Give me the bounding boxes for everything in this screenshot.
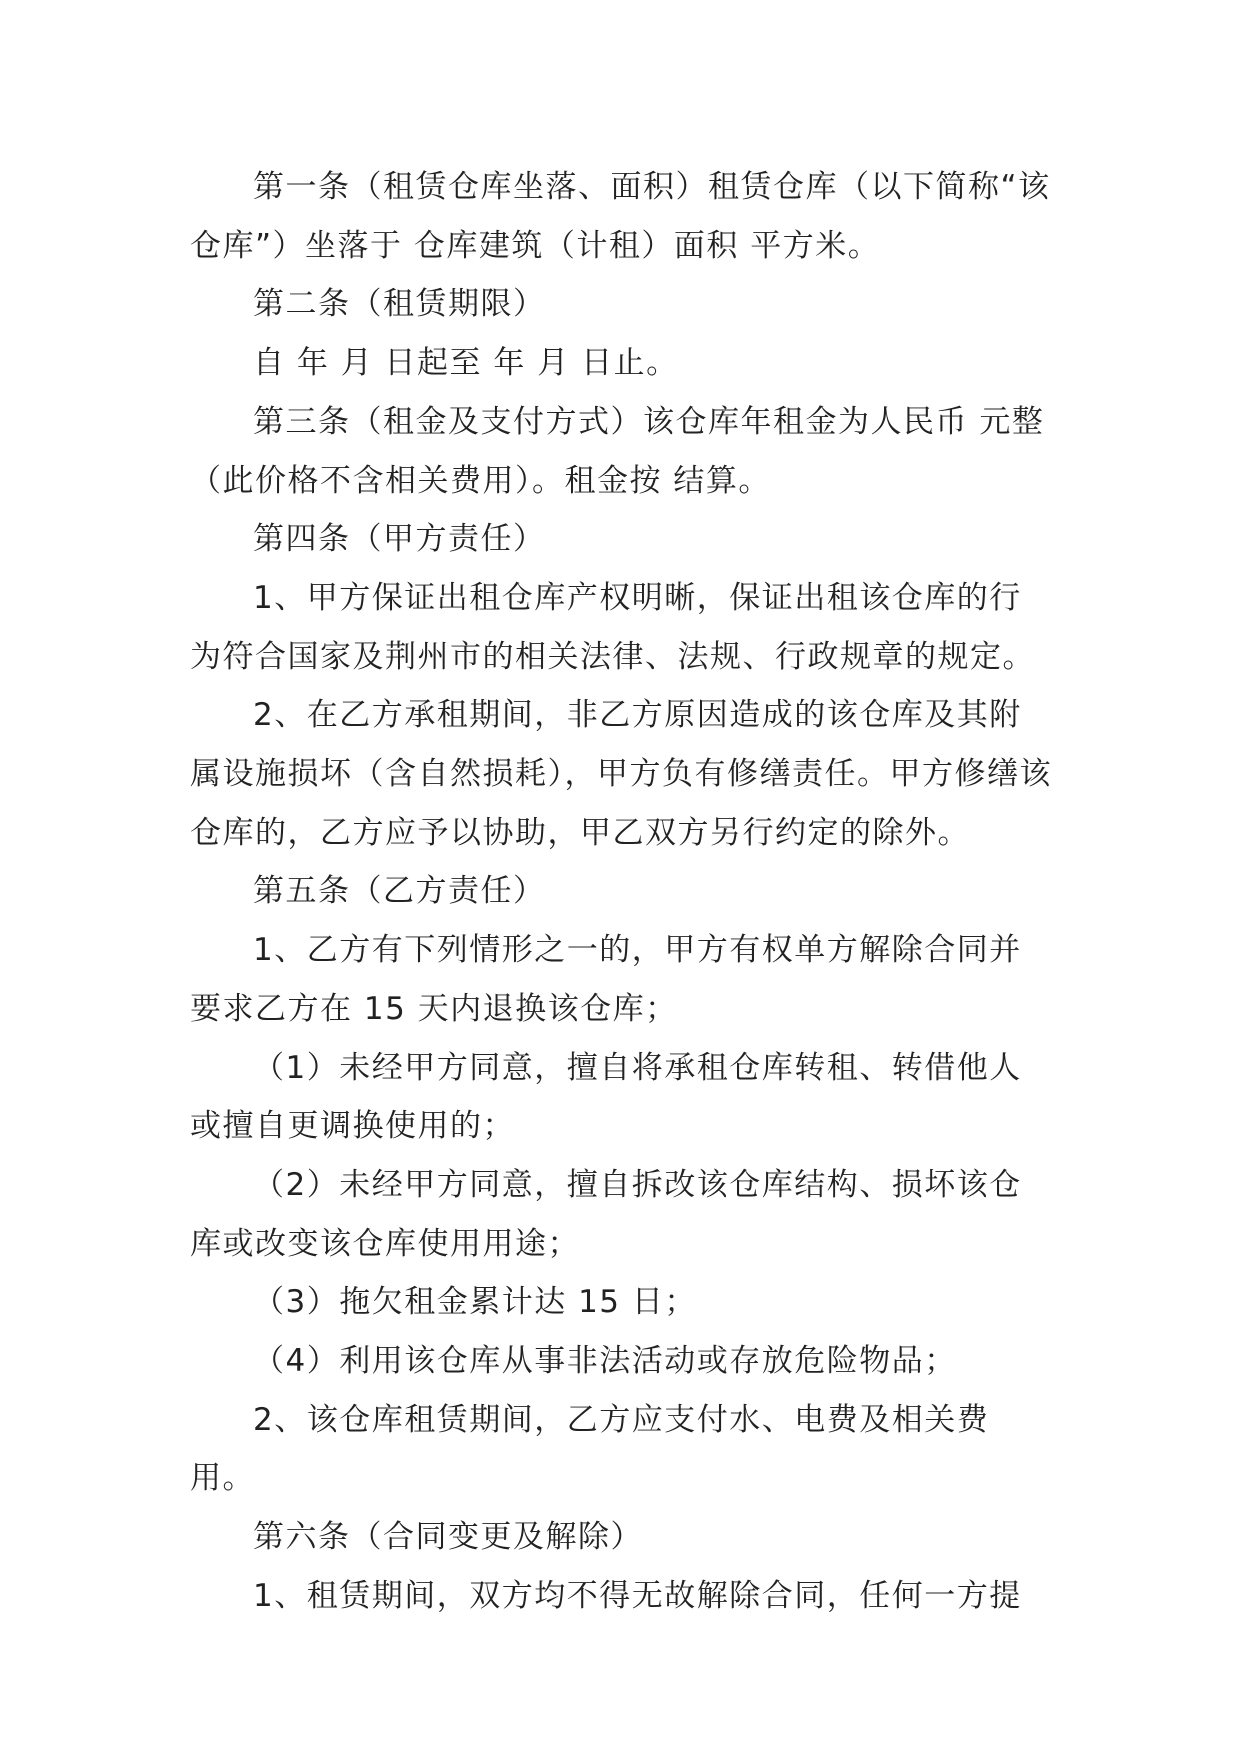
article-4-heading: 第四条（甲方责任）: [253, 521, 546, 558]
article-5-heading: 第五条（乙方责任）: [253, 873, 546, 910]
document-body: [190, 158, 1052, 1626]
article-5-item-2: （2）未经甲方同意，擅自拆改该仓库结构、损坏该仓库或改变该仓库使用用途；: [190, 1166, 1022, 1262]
lease-term-paragraph: 自 年 月 日起至 年 月 日止。: [253, 345, 679, 382]
article-5-item-3: （3）拖欠租金累计达 15 日；: [253, 1284, 697, 1321]
article-5-clause-1: 1、乙方有下列情形之一的，甲方有权单方解除合同并要求乙方在 15 天内退换该仓库；: [190, 932, 1022, 1027]
article-6-heading: 第六条（合同变更及解除）: [253, 1519, 643, 1556]
article-5-clause-2: 2、该仓库租赁期间，乙方应支付水、电费及相关费用。: [190, 1401, 990, 1497]
article-2-heading: 第二条（租赁期限）: [253, 286, 546, 323]
article-4-clause-1: 1、甲方保证出租仓库产权明晰，保证出租该仓库的行为符合国家及荆州市的相关法律、法规、行政规章的规定。: [190, 579, 1035, 675]
article-6-clause-1: 1、租赁期间，双方均不得无故解除合同，任何一方提: [253, 1577, 1022, 1614]
article-3-paragraph: 第三条（租金及支付方式）该仓库年租金为人民币 元整（此价格不含相关费用）。租金按 结算。: [190, 403, 1045, 499]
article-5-item-1: （1）未经甲方同意，擅自将承租仓库转租、转借他人或擅自更调换使用的；: [190, 1049, 1022, 1145]
article-5-item-4: （4）利用该仓库从事非法活动或存放危险物品；: [253, 1343, 957, 1380]
article-1-paragraph: 第一条（租赁仓库坐落、面积）租赁仓库（以下简称“该仓库”）坐落于 仓库建筑（计租）面积 平方米。: [190, 169, 1051, 264]
article-4-clause-2: 2、在乙方承租期间，非乙方原因造成的该仓库及其附属设施损坏（含自然损耗），甲方负有修缮责任。甲方修缮该仓库的，乙方应予以协助，甲乙双方另行约定的除外。: [190, 697, 1052, 851]
